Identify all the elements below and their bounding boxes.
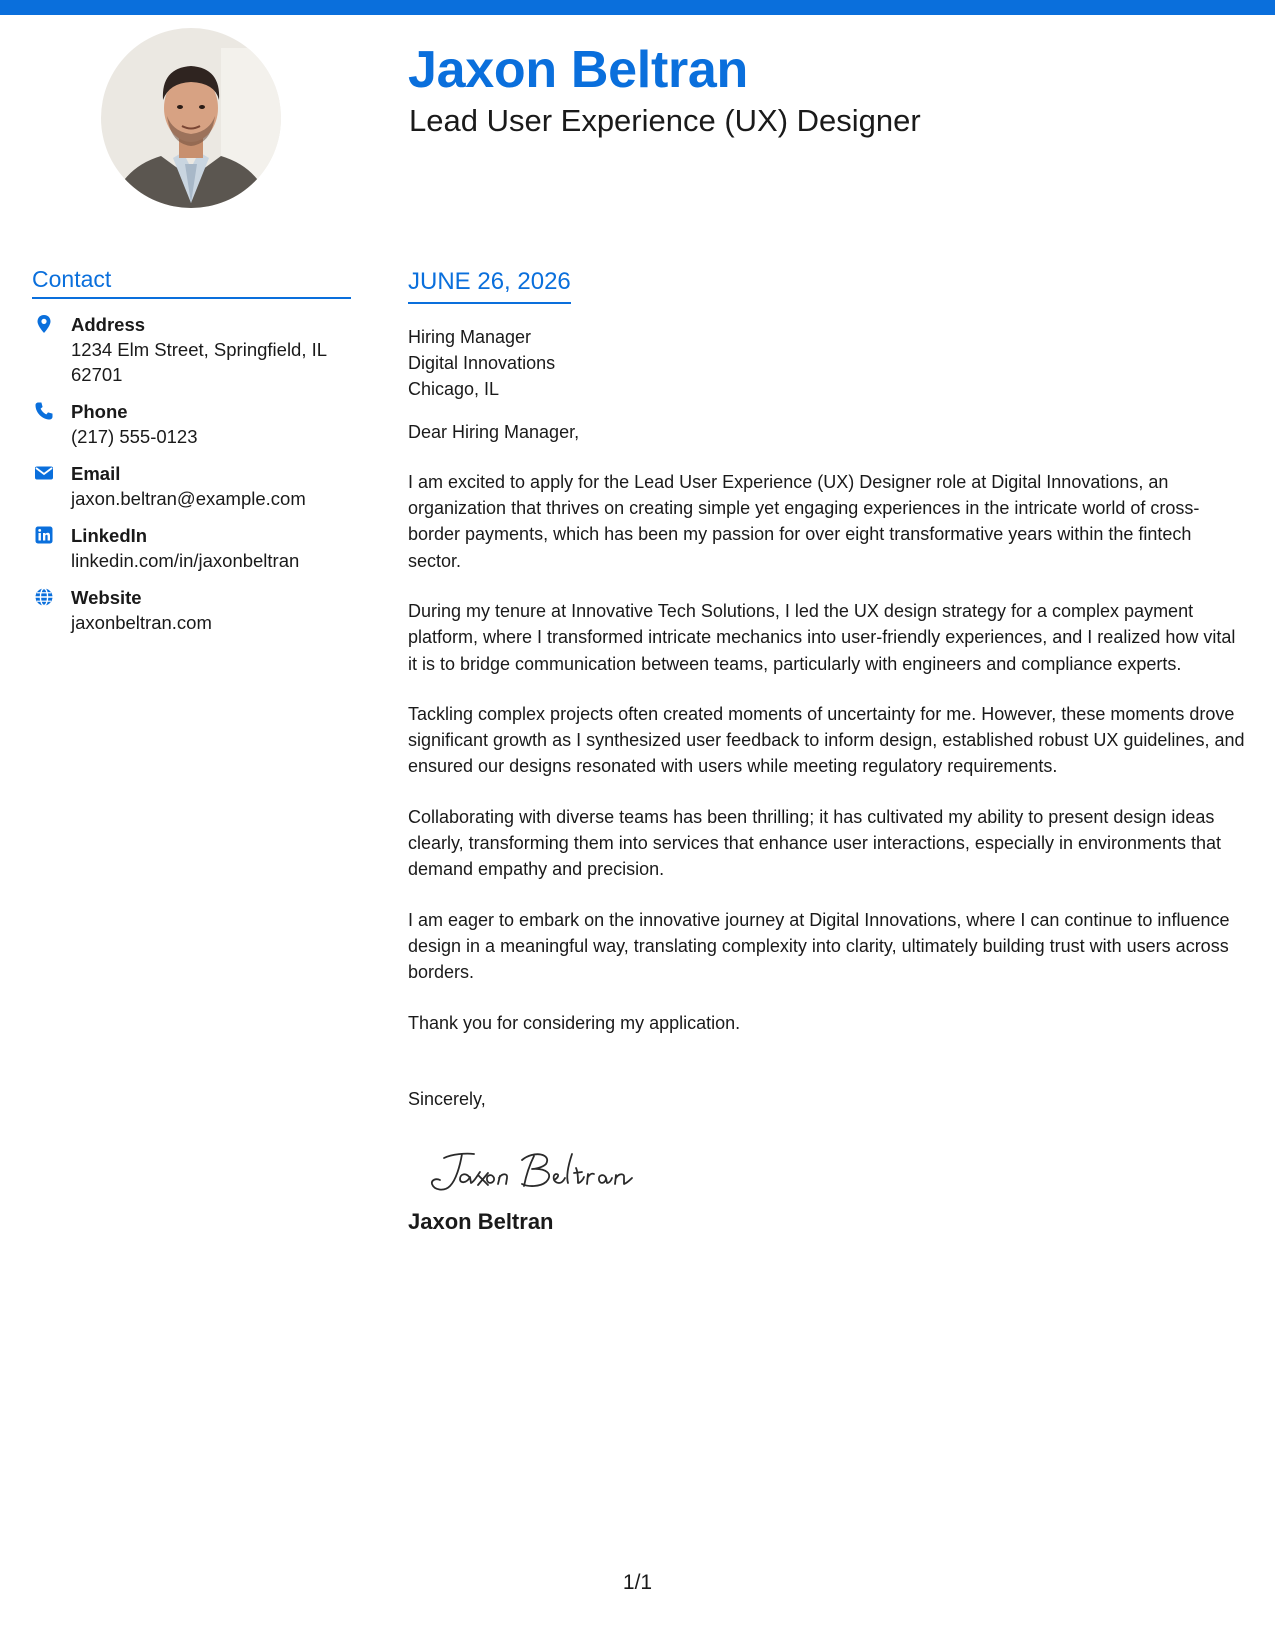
letter-body xyxy=(408,268,1248,1236)
handwritten-signature xyxy=(422,1140,682,1200)
contact-item-phone xyxy=(32,399,351,449)
contact-item-email xyxy=(32,461,351,511)
greeting: Dear Hiring Manager, xyxy=(408,421,580,442)
contact-heading: Contact xyxy=(32,266,351,299)
contact-label: Website xyxy=(71,586,142,608)
letter-date: JUNE 26, 2026 xyxy=(408,268,571,304)
contact-value: (217) 555-0123 xyxy=(71,425,198,447)
letter-paragraph: Thank you for considering my application. xyxy=(408,1012,741,1033)
letter-paragraph: I am excited to apply for the Lead User Experience (UX) Designer role at Digital Innovations, an organization that thrives on creating simple yet engaging experiences in the intricate world of cross-border payments, which has been my passion for over eight transformative years within the fintech sector. xyxy=(408,471,1200,571)
closing: Sincerely, xyxy=(408,1088,486,1109)
contact-label: Phone xyxy=(71,400,128,422)
linkedin-icon xyxy=(34,525,54,545)
globe-icon xyxy=(34,587,54,607)
contact-label: Email xyxy=(71,462,121,484)
contact-item-linkedin xyxy=(32,523,351,573)
contact-list xyxy=(32,312,351,635)
recipient-line: Digital Innovations xyxy=(408,352,556,373)
recipient-line: Hiring Manager xyxy=(408,326,532,347)
signer-name: Jaxon Beltran xyxy=(408,1208,554,1234)
contact-value: jaxonbeltran.com xyxy=(71,611,212,633)
letter-paragraph: During my tenure at Innovative Tech Solutions, I led the UX design strategy for a complex payment platform, where I transformed intricate mechanics into user-friendly experiences, and I realized how vital it is to bridge communication between teams, particularly with engineers and compliance experts. xyxy=(408,600,1236,674)
envelope-icon xyxy=(34,463,54,483)
contact-item-website xyxy=(32,585,351,635)
contact-value: 1234 Elm Street, Springfield, IL 62701 xyxy=(71,338,327,385)
letter-paragraph: Collaborating with diverse teams has been thrilling; it has cultivated my ability to present design ideas clearly, transforming them into services that enhance user interactions, especially in environments that demand empathy and precision. xyxy=(408,806,1222,880)
letter-paragraph: I am eager to embark on the innovative journey at Digital Innovations, where I can continue to influence design in a meaningful way, translating complexity into clarity, ultimately building trust with users across borders. xyxy=(408,909,1230,983)
contact-value: jaxon.beltran@example.com xyxy=(71,487,306,509)
contact-item-address xyxy=(32,312,351,387)
contact-value: linkedin.com/in/jaxonbeltran xyxy=(71,549,300,571)
profile-photo xyxy=(101,28,281,208)
top-accent-bar xyxy=(0,0,1275,15)
recipient-line: Chicago, IL xyxy=(408,378,500,399)
contact-label: Address xyxy=(71,313,146,335)
contact-sidebar xyxy=(32,266,351,635)
map-pin-icon xyxy=(34,314,54,334)
applicant-name: Jaxon Beltran xyxy=(408,41,748,99)
letter-paragraph: Tackling complex projects often created moments of uncertainty for me. However, these moments drove significant growth as I synthesized user feedback to inform design, established robust UX guidelines, and ensured our designs resonated with users while meeting regulatory requirements. xyxy=(408,703,1245,777)
recipient-block xyxy=(408,324,1248,402)
contact-label: LinkedIn xyxy=(71,524,148,546)
page-number: 1/1 xyxy=(622,1571,653,1594)
job-title: Lead User Experience (UX) Designer xyxy=(409,103,921,138)
phone-icon xyxy=(34,401,54,421)
